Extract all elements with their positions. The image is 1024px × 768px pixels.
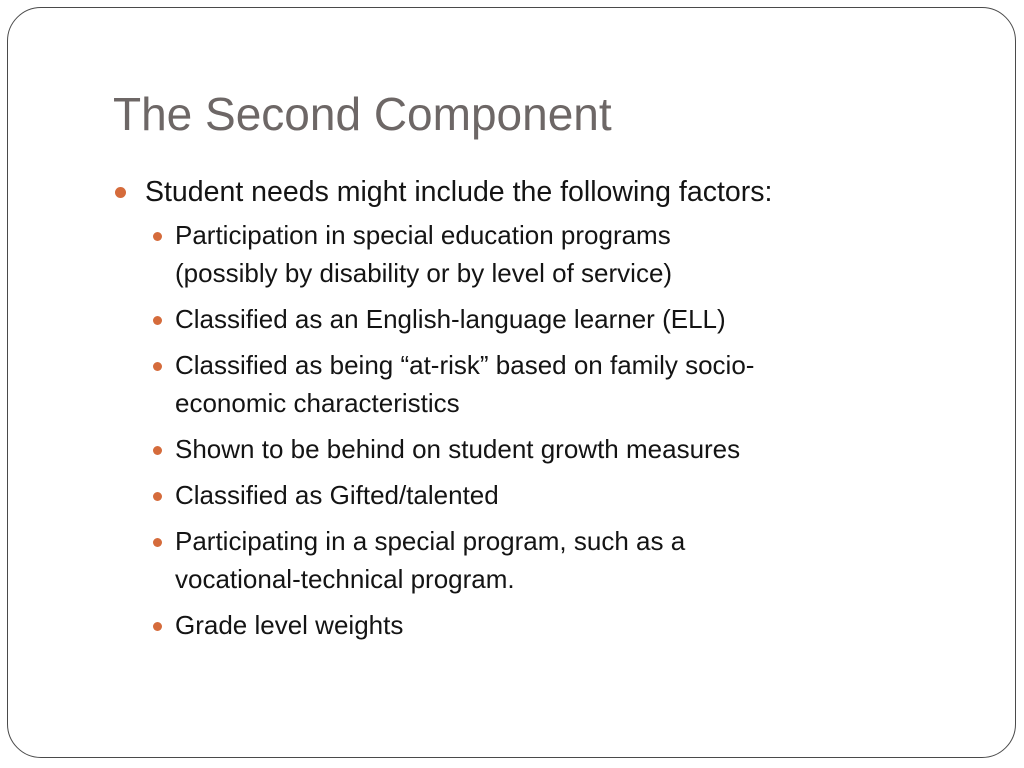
bullet-icon: [153, 492, 162, 501]
slide-content: [113, 168, 983, 652]
factor-item-at-risk: [113, 346, 983, 422]
bullet-icon: [115, 187, 126, 198]
bullet-icon: [153, 622, 162, 631]
bullet-icon: [153, 232, 162, 241]
factor-text-line: Grade level weights: [175, 610, 404, 640]
factor-text-line: Classified as being “at-risk” based on family socio-: [175, 350, 755, 380]
factor-text-line: Participating in a special program, such as a: [175, 526, 686, 556]
factor-text-line: Classified as an English-language learner (ELL): [175, 304, 726, 334]
bullet-icon: [153, 538, 162, 547]
bullet-icon: [153, 362, 162, 371]
factor-text-line: vocational-technical program.: [175, 564, 515, 594]
slide-title: The Second Component: [113, 88, 612, 140]
factor-text-line: Shown to be behind on student growth measures: [175, 434, 741, 464]
factor-item-grade-level: [113, 606, 983, 644]
factor-item-gifted: [113, 476, 983, 514]
bullet-icon: [153, 446, 162, 455]
factor-item-growth-measures: [113, 430, 983, 468]
factor-list: [113, 216, 983, 644]
factor-text-line: Participation in special education programs: [175, 220, 671, 250]
factor-item-ell: [113, 300, 983, 338]
main-bullet-point: [113, 168, 983, 216]
factor-text-line: (possibly by disability or by level of service): [175, 258, 673, 288]
factor-item-special-program: [113, 522, 983, 598]
main-point-text: Student needs might include the following factors:: [145, 176, 773, 208]
bullet-icon: [153, 316, 162, 325]
factor-text-line: economic characteristics: [175, 388, 460, 418]
factor-text-line: Classified as Gifted/talented: [175, 480, 499, 510]
factor-item-special-education: [113, 216, 983, 292]
